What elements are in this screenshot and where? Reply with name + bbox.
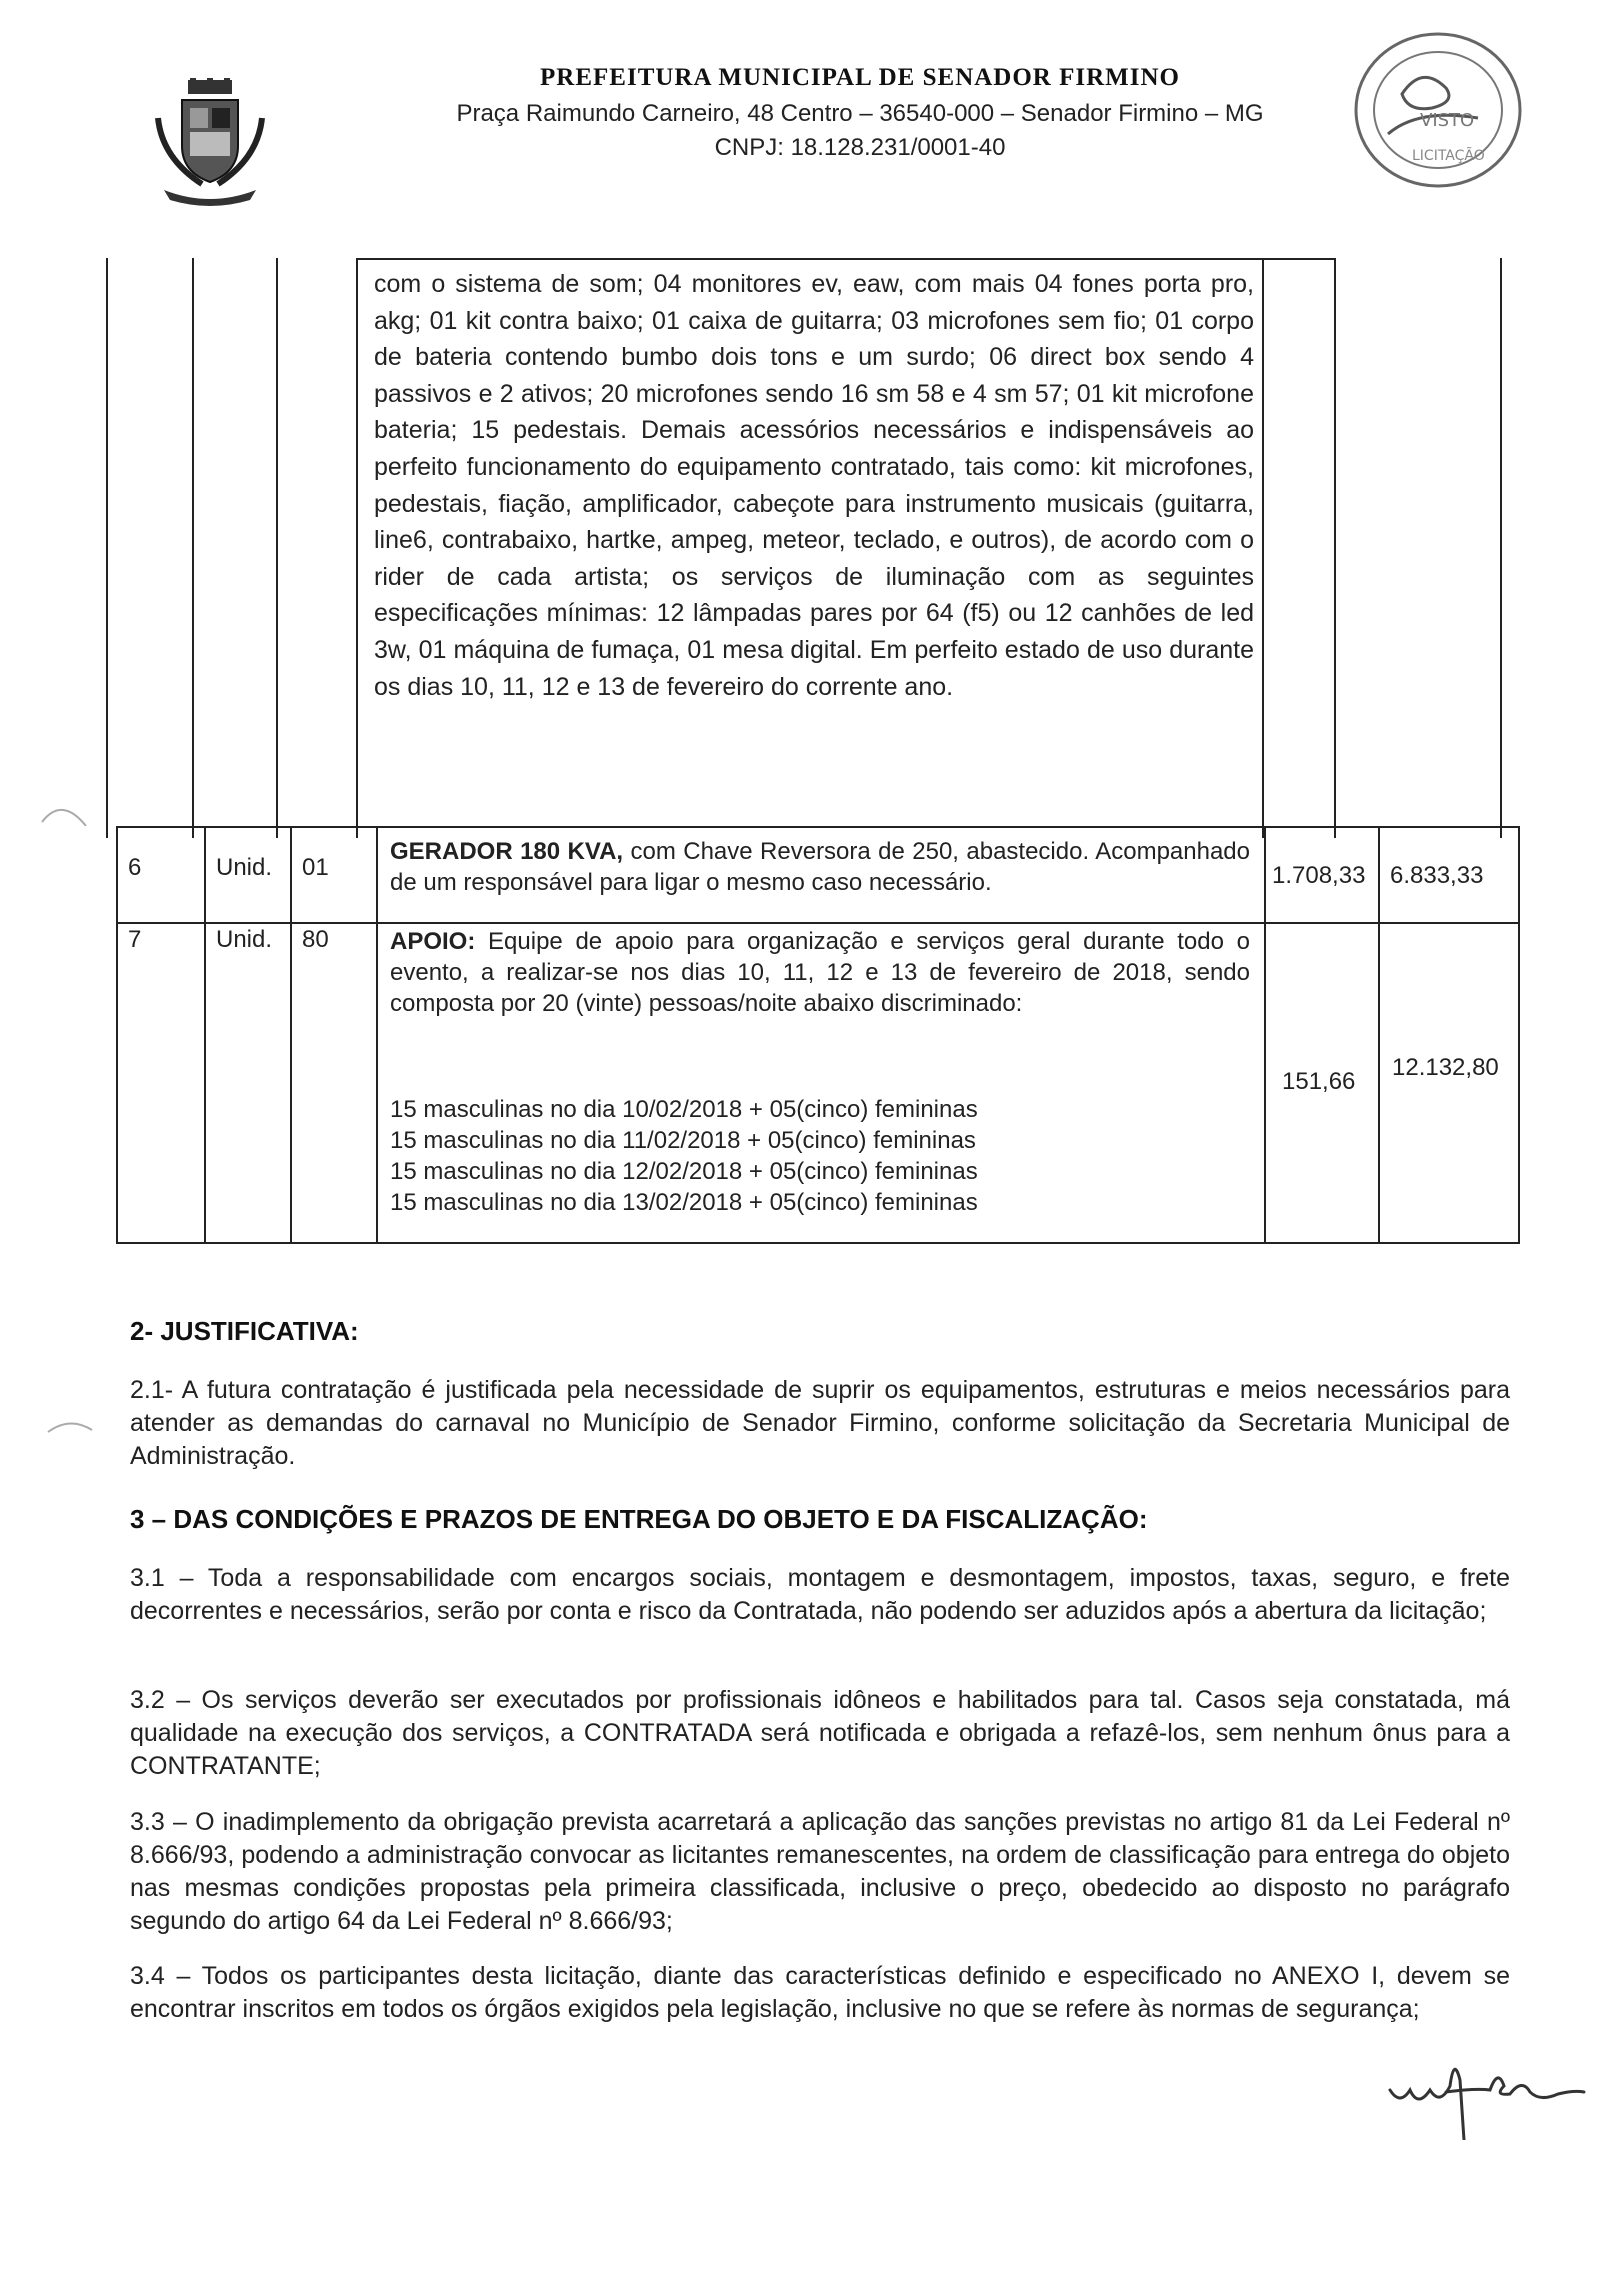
row-description bbox=[390, 926, 1250, 1019]
signature-icon bbox=[1380, 2040, 1600, 2140]
paragraph-3-2: 3.2 – Os serviços deverão ser executados por profissionais idôneos e habilitados para tal. Casos seja constatada, má qualidade na execução dos serviços, a CONTRATADA será notificada e obrigada a refazê-los, sem nenhum ônus para a CONTRATANTE; bbox=[130, 1686, 1510, 1780]
municipal-crest-icon bbox=[150, 78, 270, 206]
unit-price-cell bbox=[1266, 922, 1380, 1242]
description-cell bbox=[378, 922, 1266, 1242]
table-divider bbox=[192, 258, 194, 838]
paragraph-3-3: 3.3 – O inadimplemento da obrigação prevista acarretará a aplicação das sanções previstas no artigo 81 da Lei Federal nº 8.666/93, podendo a administração convocar as licitantes remanescentes, na ordem de classificação para entrega do objeto nas mesmas condições propostas pela primeira classificada, inclusive o preço, obedecido ao disposto no parágrafo segundo do artigo 64 da Lei Federal nº 8.666/93; bbox=[130, 1808, 1510, 1935]
item-cell bbox=[118, 922, 206, 1242]
margin-mark-icon bbox=[40, 796, 90, 826]
row-description-title: GERADOR 180 KVA, bbox=[390, 838, 624, 865]
municipality-address: Praça Raimundo Carneiro, 48 Centro – 36540-000 – Senador Firmino – MG bbox=[456, 100, 1264, 127]
municipality-title: PREFEITURA MUNICIPAL DE SENADOR FIRMINO bbox=[540, 64, 1180, 91]
paragraph-3-1: 3.1 – Toda a responsabilidade com encargos sociais, montagem e desmontagem, impostos, taxas, seguro, e frete decorrentes e necessários, serão por conta e risco da Contratada, não podendo ser aduzidos após a abertura da licitação; bbox=[130, 1564, 1510, 1625]
quantity: 80 bbox=[302, 926, 329, 953]
total-cell bbox=[1380, 828, 1518, 922]
row-description-title: APOIO: bbox=[390, 928, 476, 955]
description-cell bbox=[378, 828, 1266, 922]
table-divider bbox=[106, 258, 108, 838]
total-price: 12.132,80 bbox=[1392, 1054, 1499, 1081]
table-divider bbox=[1262, 260, 1264, 838]
table-divider bbox=[1500, 258, 1502, 838]
svg-text:LICITAÇÃO: LICITAÇÃO bbox=[1412, 148, 1485, 164]
list-item: 15 masculinas no dia 12/02/2018 + 05(cinco) femininas bbox=[390, 1158, 978, 1185]
table-divider bbox=[276, 258, 278, 838]
total-price: 6.833,33 bbox=[1390, 862, 1484, 889]
margin-mark-icon bbox=[46, 1418, 96, 1438]
municipality-cnpj: CNPJ: 18.128.231/0001-40 bbox=[714, 134, 1006, 161]
unit-label: Unid. bbox=[216, 926, 273, 953]
unit-cell bbox=[206, 828, 292, 922]
table-row bbox=[116, 922, 1520, 1244]
unit-price-cell bbox=[1266, 828, 1380, 922]
paragraph-2-1: 2.1- A futura contratação é justificada pela necessidade de suprir os equipamentos, estruturas e meios necessários para atender as demandas do carnaval no Município de Senador Firmino, conforme solicitação da Secretaria Municipal de Administração. bbox=[130, 1376, 1510, 1470]
staff-schedule-list bbox=[390, 1094, 1250, 1218]
item-number: 7 bbox=[128, 926, 142, 953]
approval-stamp-icon bbox=[1340, 24, 1530, 194]
continued-description: com o sistema de som; 04 monitores ev, eaw, com mais 04 fones porta pro, akg; 01 kit contra baixo; 01 caixa de guitarra; 03 microfones sem fio; 01 corpo de bateria contendo bumbo dois tons e um surdo; 06 direct box sendo 4 passivos e 2 ativos; 20 microfones sendo 16 sm 58 e 4 sm 57; 01 kit microfone bateria; 15 pedestais. Demais acessórios necessários e indispensáveis ao perfeito funcionamento do equipamento contratado, tais como: kit microfones, pedestais, fiação, amplificador, cabeçote para instrumento musicais (guitarra, line6, contrabaixo, hartke, ampeg, meteor, teclado, e outros), de acordo com o rider de cada artista; os serviços de iluminação com as seguintes especificações mínimas: 12 lâmpadas pares por 64 (f5) ou 12 canhões de led 3w, 01 máquina de fumaça, 01 mesa digital. Em perfeito estado de uso durante os dias 10, 11, 12 e 13 de fevereiro do corrente ano. bbox=[374, 270, 1254, 701]
unit-cell bbox=[206, 922, 292, 1242]
unit-price: 151,66 bbox=[1282, 1068, 1356, 1095]
quantity: 01 bbox=[302, 854, 329, 881]
item-cell bbox=[118, 828, 206, 922]
table-description-cell bbox=[356, 258, 1336, 838]
paragraph-3-4: 3.4 – Todos os participantes desta licitação, diante das características definido e especificado no ANEXO I, devem se encontrar inscritos em todos os órgãos exigidos pela legislação, inclusive no que se refere às normas de segurança; bbox=[130, 1962, 1510, 2023]
section-heading: 2- JUSTIFICATIVA: bbox=[130, 1316, 359, 1346]
row-description-text: Equipe de apoio para organização e serviços geral durante todo o evento, a realizar-se nos dias 10, 11, 12 e 13 de fevereiro de 2018, sendo composta por 20 (vinte) pessoas/noite abaixo discriminado: bbox=[390, 928, 1250, 1017]
total-cell bbox=[1380, 922, 1518, 1242]
row-description-text: com Chave Reversora de 250, abastecido. Acompanhado de um responsável para ligar o mesmo caso necessário. bbox=[390, 838, 1250, 896]
unit-label: Unid. bbox=[216, 854, 273, 881]
qty-cell bbox=[292, 828, 378, 922]
svg-text:VISTO: VISTO bbox=[1420, 110, 1475, 131]
item-number: 6 bbox=[128, 854, 142, 881]
list-item: 15 masculinas no dia 11/02/2018 + 05(cinco) femininas bbox=[390, 1127, 976, 1154]
list-item: 15 masculinas no dia 10/02/2018 + 05(cinco) femininas bbox=[390, 1096, 978, 1123]
list-item: 15 masculinas no dia 13/02/2018 + 05(cinco) femininas bbox=[390, 1189, 978, 1216]
table-continuation bbox=[100, 258, 1500, 838]
row-description bbox=[390, 836, 1250, 898]
table-row bbox=[116, 826, 1520, 924]
qty-cell bbox=[292, 922, 378, 1242]
page-header bbox=[0, 0, 1600, 240]
unit-price: 1.708,33 bbox=[1272, 862, 1366, 889]
section-heading: 3 – DAS CONDIÇÕES E PRAZOS DE ENTREGA DO OBJETO E DA FISCALIZAÇÃO: bbox=[130, 1504, 1148, 1534]
